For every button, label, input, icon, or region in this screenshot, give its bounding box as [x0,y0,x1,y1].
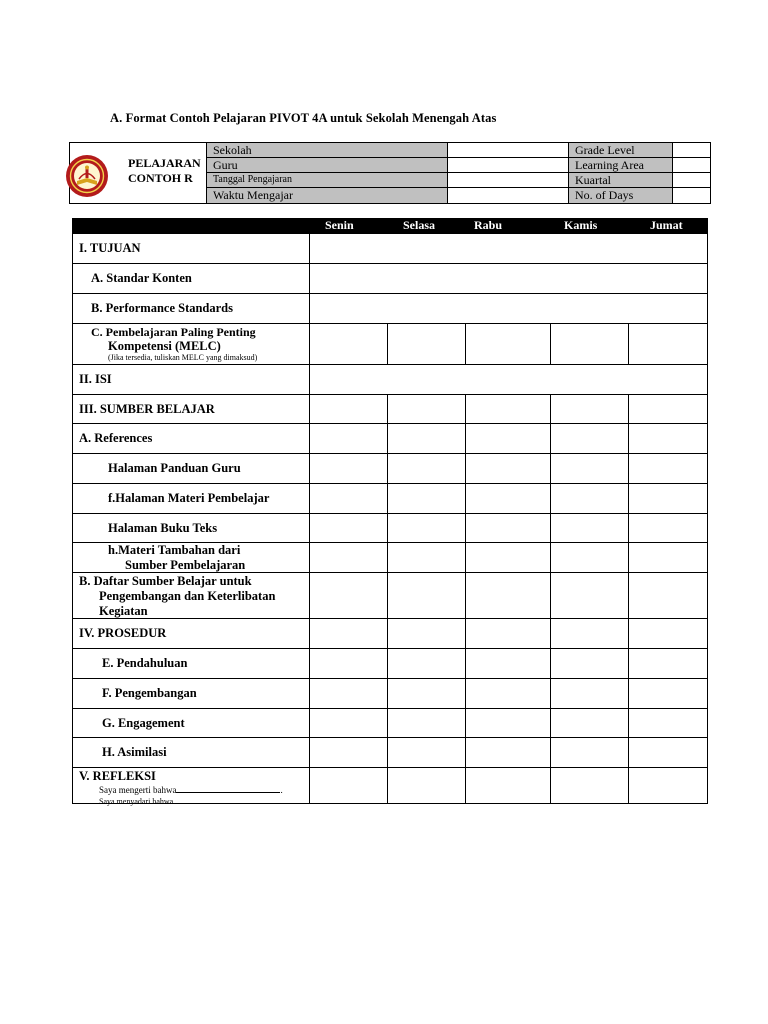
table-row [73,572,707,618]
item-daftar-sumber-line2: Pengembangan dan Keterlibatan [99,589,276,603]
item-materi-pembelajar: f.Halaman Materi Pembelajar [108,491,270,505]
cell-rabu[interactable] [466,324,551,364]
cell-jumat[interactable] [629,424,707,453]
cell-kamis[interactable] [551,424,629,453]
cell-kamis[interactable] [551,543,629,572]
cell-kamis[interactable] [551,324,629,364]
refleksi-line2 [99,795,305,806]
period: . [280,785,283,795]
table-row [73,618,707,648]
item-asimilasi: H. Asimilasi [102,745,167,759]
cell-jumat[interactable] [629,649,707,678]
item-engagement: G. Engagement [102,716,185,730]
field-no-of-days: No. of Days [569,188,673,203]
item-performance-standards: B. Performance Standards [91,301,233,315]
item-materi-tambahan-line2: Sumber Pembelajaran [125,558,246,572]
cell-rabu[interactable] [466,709,551,737]
merged-cell[interactable] [310,365,707,394]
cell-selasa[interactable] [388,395,466,423]
section-refleksi: V. REFLEKSI [79,769,156,783]
table-row [73,233,707,263]
table-row [73,708,707,737]
cell-kamis[interactable] [551,395,629,423]
merged-cell[interactable] [310,234,707,263]
cell-kamis[interactable] [551,679,629,708]
cell-jumat[interactable] [629,484,707,513]
cell-kamis[interactable] [551,573,629,618]
cell-senin[interactable] [310,573,388,618]
cell-senin[interactable] [310,709,388,737]
merged-cell[interactable] [310,264,707,293]
section-tujuan: I. TUJUAN [79,241,141,255]
cell-senin[interactable] [310,454,388,483]
field-learning-area: Learning Area [569,158,673,172]
cell-kamis[interactable] [551,768,629,804]
table-row [73,678,707,708]
item-materi-tambahan-line1: h.Materi Tambahan dari [108,543,241,557]
table-row [73,483,707,513]
cell-jumat[interactable] [629,573,707,618]
refleksi-line1 [99,784,283,795]
cell-rabu[interactable] [466,514,551,542]
cell-selasa[interactable] [388,619,466,648]
cell-kamis[interactable] [551,619,629,648]
header-row-1 [207,143,710,158]
cell-kamis[interactable] [551,709,629,737]
table-row [73,394,707,423]
cell-kamis[interactable] [551,649,629,678]
answer-blank[interactable] [176,784,283,795]
lesson-plan-table [72,218,708,804]
header-row-3 [207,173,710,188]
lesson-header [69,142,711,204]
cell-senin[interactable] [310,649,388,678]
section-prosedur: IV. PROSEDUR [79,626,167,640]
field-learning-area-value[interactable] [673,158,768,172]
cell-rabu[interactable] [466,768,551,804]
table-row [73,293,707,323]
cell-jumat[interactable] [629,709,707,737]
field-guru-value[interactable] [448,158,569,172]
cell-rabu[interactable] [466,649,551,678]
header-row-4 [207,188,710,203]
cell-selasa[interactable] [388,484,466,513]
item-daftar-sumber-line1: B. Daftar Sumber Belajar untuk [79,574,252,588]
cell-kamis[interactable] [551,484,629,513]
day-rabu: Rabu [474,218,503,232]
cell-selasa[interactable] [388,514,466,542]
section-isi: II. ISI [79,372,112,386]
day-senin: Senin [325,218,354,232]
item-daftar-sumber-line3: Kegiatan [99,604,148,618]
field-kuartal-value[interactable] [673,173,768,187]
document-title: A. Format Contoh Pelajaran PIVOT 4A untuk Sekolah Menengah Atas [110,111,497,125]
cell-jumat[interactable] [629,324,707,364]
cell-jumat[interactable] [629,619,707,648]
field-kuartal: Kuartal [569,173,673,187]
field-grade-level-value[interactable] [673,143,768,157]
field-sekolah-value[interactable] [448,143,569,157]
cell-selasa[interactable] [388,738,466,767]
cell-senin[interactable] [310,619,388,648]
cell-selasa[interactable] [388,709,466,737]
table-row [73,513,707,542]
field-sekolah: Sekolah [207,143,448,157]
cell-jumat[interactable] [629,768,707,804]
cell-selasa[interactable] [388,424,466,453]
item-melc-note: (Jika tersedia, tuliskan MELC yang dimaksud) [108,353,258,362]
cell-selasa[interactable] [388,649,466,678]
cell-jumat[interactable] [629,679,707,708]
cell-selasa[interactable] [388,573,466,618]
field-guru: Guru [207,158,448,172]
cell-jumat[interactable] [629,543,707,572]
cell-jumat[interactable] [629,454,707,483]
cell-selasa[interactable] [388,768,466,804]
item-standar-konten: A. Standar Konten [91,271,192,285]
cell-senin[interactable] [310,768,388,804]
cell-senin[interactable] [310,679,388,708]
table-row [73,648,707,678]
cell-kamis[interactable] [551,738,629,767]
cell-senin[interactable] [310,543,388,572]
field-waktu: Waktu Mengajar [207,188,448,203]
logo-cell [70,143,207,203]
day-kamis: Kamis [564,218,598,232]
cell-rabu[interactable] [466,738,551,767]
cell-senin[interactable] [310,424,388,453]
item-pengembangan: F. Pengembangan [102,686,197,700]
cell-rabu[interactable] [466,395,551,423]
cell-jumat[interactable] [629,738,707,767]
refleksi-prompt: Saya menyadari bahwa [99,797,174,806]
cell-rabu[interactable] [466,424,551,453]
item-melc-line1: C. Pembelajaran Paling Penting [91,325,256,339]
table-row [73,542,707,572]
day-selasa: Selasa [403,218,436,232]
cell-senin[interactable] [310,514,388,542]
field-no-of-days-value[interactable] [673,188,768,203]
cell-rabu[interactable] [466,619,551,648]
cell-selasa[interactable] [388,324,466,364]
period: . [303,797,306,806]
cell-kamis[interactable] [551,514,629,542]
cell-rabu[interactable] [466,679,551,708]
table-row [73,737,707,767]
cell-senin[interactable] [310,324,388,364]
section-sumber-belajar: III. SUMBER BELAJAR [79,402,215,416]
cell-senin[interactable] [310,738,388,767]
cell-selasa[interactable] [388,679,466,708]
item-references: A. References [79,431,153,445]
field-tanggal: Tanggal Pengajaran [207,173,448,187]
cell-rabu[interactable] [466,484,551,513]
table-row [73,263,707,293]
answer-blank[interactable] [173,795,306,806]
day-header-bar [73,218,707,233]
table-row [73,767,707,804]
day-jumat: Jumat [650,218,683,232]
cell-jumat[interactable] [629,395,707,423]
item-melc-line2: Kompetensi (MELC) [108,339,221,353]
cell-senin[interactable] [310,395,388,423]
table-row [73,323,707,364]
cell-rabu[interactable] [466,573,551,618]
field-tanggal-value[interactable] [448,173,569,187]
cell-rabu[interactable] [466,454,551,483]
cell-senin[interactable] [310,484,388,513]
cell-kamis[interactable] [551,454,629,483]
cell-selasa[interactable] [388,543,466,572]
item-panduan-guru: Halaman Panduan Guru [108,461,241,475]
field-waktu-value[interactable] [448,188,569,203]
cell-selasa[interactable] [388,454,466,483]
table-row [73,453,707,483]
field-grade-level: Grade Level [569,143,673,157]
table-row [73,423,707,453]
header-row-2 [207,158,710,173]
cell-rabu[interactable] [466,543,551,572]
cell-jumat[interactable] [629,514,707,542]
school-label: PELAJARAN CONTOH R [128,156,201,185]
merged-cell[interactable] [310,294,707,323]
item-buku-teks: Halaman Buku Teks [108,521,218,535]
refleksi-prompt: Saya mengerti bahwa [99,785,177,795]
school-seal-icon [65,154,109,198]
table-row [73,364,707,394]
item-pendahuluan: E. Pendahuluan [102,656,188,670]
